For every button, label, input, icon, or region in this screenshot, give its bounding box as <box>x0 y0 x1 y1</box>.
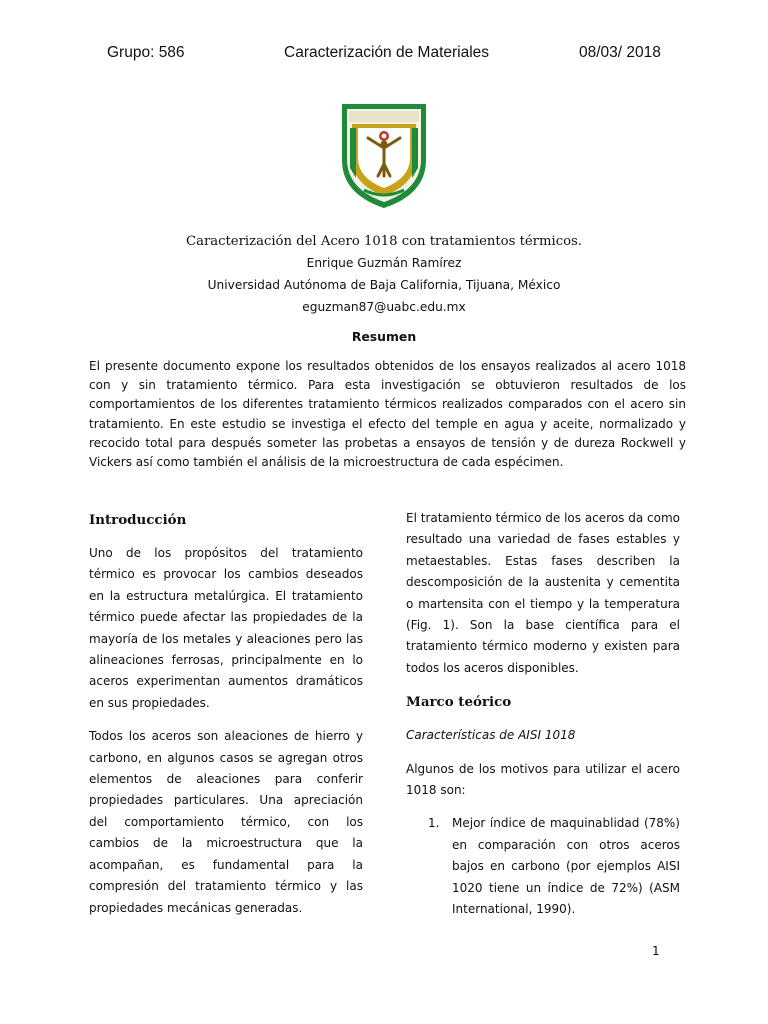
header-course: Caracterización de Materiales <box>284 44 490 61</box>
phases-paragraph: El tratamiento térmico de los aceros da como resultado una variedad de fases estables y metaestables. Estas fases describen la descomposición de la austenita y cementita o martensita con el tiempo y la temperatura (Fig. 1). Son la base científica para el tratamiento térmico moderno y existen para todos los aceros disponibles. <box>406 511 680 675</box>
uabc-shield-logo <box>338 98 430 210</box>
page-number: 1 <box>652 944 660 958</box>
abstract-text: El presente documento expone los resultados obtenidos de los ensayos realizados al acero 1018 con y sin tratamiento térmico. Para esta investigación se obtuvieron resultados de los comportamientos de los diferentes tratamiento térmicos realizados comparados con el acero sin tratamiento. En este estudio se investiga el efecto del temple en agua y aceite, normalizado y recocido total para después someter las probetas a ensayos de tensión y de dureza Rockwell y Vickers así como también el análisis de la microestructura de cada espécimen. <box>89 359 686 470</box>
header-date: 08/03/ 2018 <box>579 44 661 61</box>
paper-email: eguzman87@uabc.edu.mx <box>302 300 466 314</box>
page-header <box>0 44 768 68</box>
paper-title: Caracterización del Acero 1018 con tratamientos térmicos. <box>186 234 582 249</box>
right-column <box>406 508 680 921</box>
paper-author: Enrique Guzmán Ramírez <box>306 256 462 270</box>
motives-list <box>406 813 680 920</box>
intro-paragraph-2: Todos los aceros son aleaciones de hierro y carbono, en algunos casos se agregan otros elementos de aleaciones para conferir propiedades particulares. Una apreciación del comportamiento térmico, con los cambios de la microestructura que la acompañan, es fundamental para la compresión del tratamiento térmico y las propiedades mecánicas generadas. <box>89 729 363 915</box>
paper-title-block <box>84 232 684 318</box>
list-item-text: Mejor índice de maquinablidad (78%) en comparación con otros aceros bajos en carbono (por ejemplos AISI 1020 tiene un índice de 72%) (ASM International, 1990). <box>452 816 680 917</box>
theory-heading: Marco teórico <box>406 694 512 711</box>
theory-subheading: Características de AISI 1018 <box>406 728 576 743</box>
list-item <box>406 813 680 920</box>
intro-paragraph-1: Uno de los propósitos del tratamiento térmico es provocar los cambios deseados en la estructura metalúrgica. El tratamiento térmico puede afectar las propiedades de la mayoría de los metales y aleaciones pero las alineaciones ferrosas, principalmente en lo aceros experimentan aumentos dramáticos en sus propiedades. <box>89 546 363 710</box>
paper-affiliation: Universidad Autónoma de Baja California, Tijuana, México <box>207 278 561 292</box>
left-column <box>89 509 363 931</box>
header-group: Grupo: 586 <box>107 44 185 61</box>
abstract-heading: Resumen <box>351 329 417 344</box>
intro-heading: Introducción <box>89 512 187 528</box>
motives-paragraph: Algunos de los motivos para utilizar el acero 1018 son: <box>406 761 680 798</box>
uabc-shield-logo-graphic <box>338 98 430 210</box>
list-item-number: 1. <box>428 816 440 831</box>
